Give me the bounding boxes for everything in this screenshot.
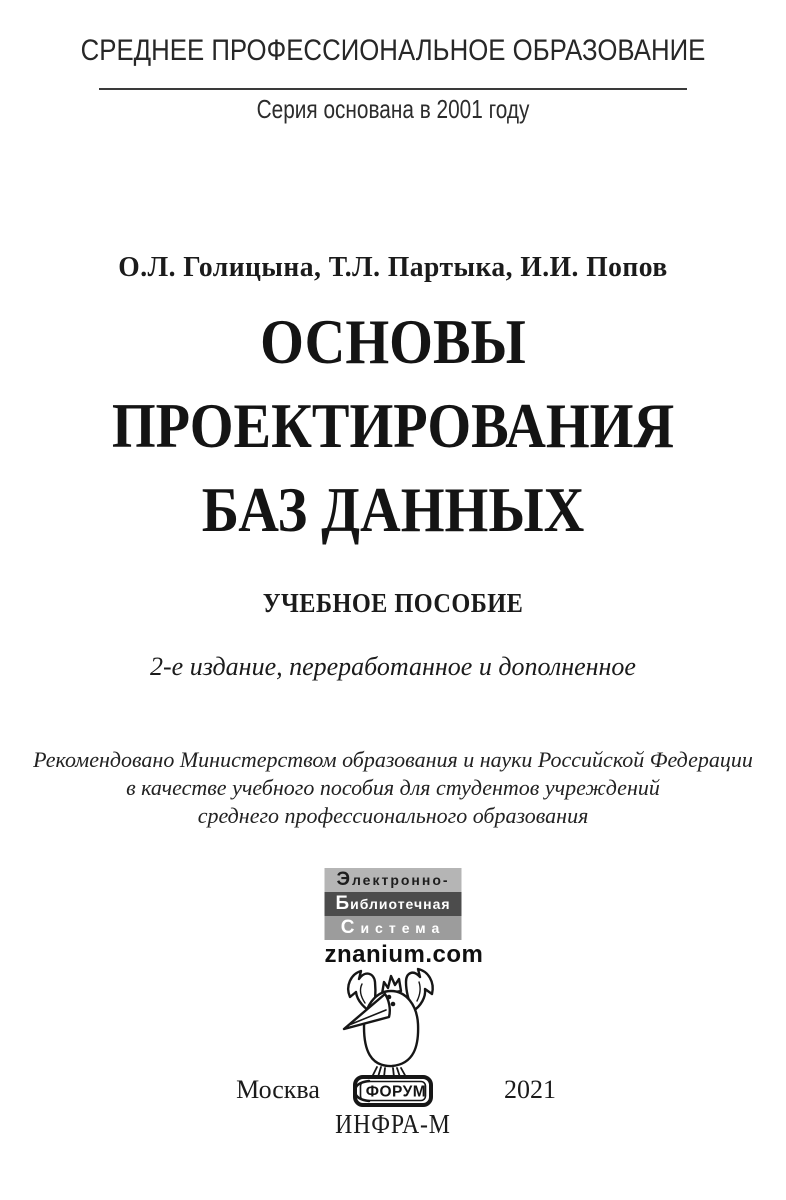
imprint-publisher: ИНФРА-М — [335, 1109, 451, 1139]
series-founded-note: Серия основана в 2001 году — [256, 94, 530, 124]
book-title-line: БАЗ ДАННЫХ — [201, 474, 585, 545]
authors-line: О.Л. Голицына, Т.Л. Партыка, И.И. Попов — [118, 251, 668, 283]
book-title — [47, 300, 739, 552]
series-divider — [99, 88, 687, 90]
recommendation-line: Рекомендовано Министерством образования и науки Российской Федерации — [33, 747, 753, 772]
forum-logo-label: ФОРУМ — [365, 1083, 427, 1101]
bird-body — [364, 991, 418, 1066]
ebs-logo-row: Система — [325, 916, 462, 940]
edition-note: 2-е издание, переработанное и дополненное — [150, 652, 636, 681]
bird-eye — [387, 995, 392, 1000]
znanium-ebs-logo — [324, 868, 484, 969]
recommendation-line: в качестве учебного пособия для студентов учреждений — [126, 775, 660, 800]
recommendation-note — [0, 746, 786, 830]
bird-eye — [391, 1002, 396, 1007]
series-title: СРЕДНЕЕ ПРОФЕССИОНАЛЬНОЕ ОБРАЗОВАНИЕ — [80, 34, 706, 67]
forum-book-logo — [355, 1077, 431, 1105]
imprint-year: 2021 — [504, 1075, 556, 1104]
forum-bird-logo — [327, 963, 459, 1109]
znanium-site-label: znanium.com — [324, 941, 484, 968]
imprint-city: Москва — [236, 1075, 320, 1104]
book-title-line: ПРОЕКТИРОВАНИЯ — [111, 390, 675, 461]
book-title-line: ОСНОВЫ — [260, 306, 526, 377]
ebs-logo-row: Электронно- — [325, 868, 462, 892]
recommendation-line: среднего профессионального образования — [197, 803, 589, 828]
ebs-logo-row: Библиотечная — [325, 892, 462, 916]
subtitle: УЧЕБНОЕ ПОСОБИЕ — [262, 588, 524, 618]
